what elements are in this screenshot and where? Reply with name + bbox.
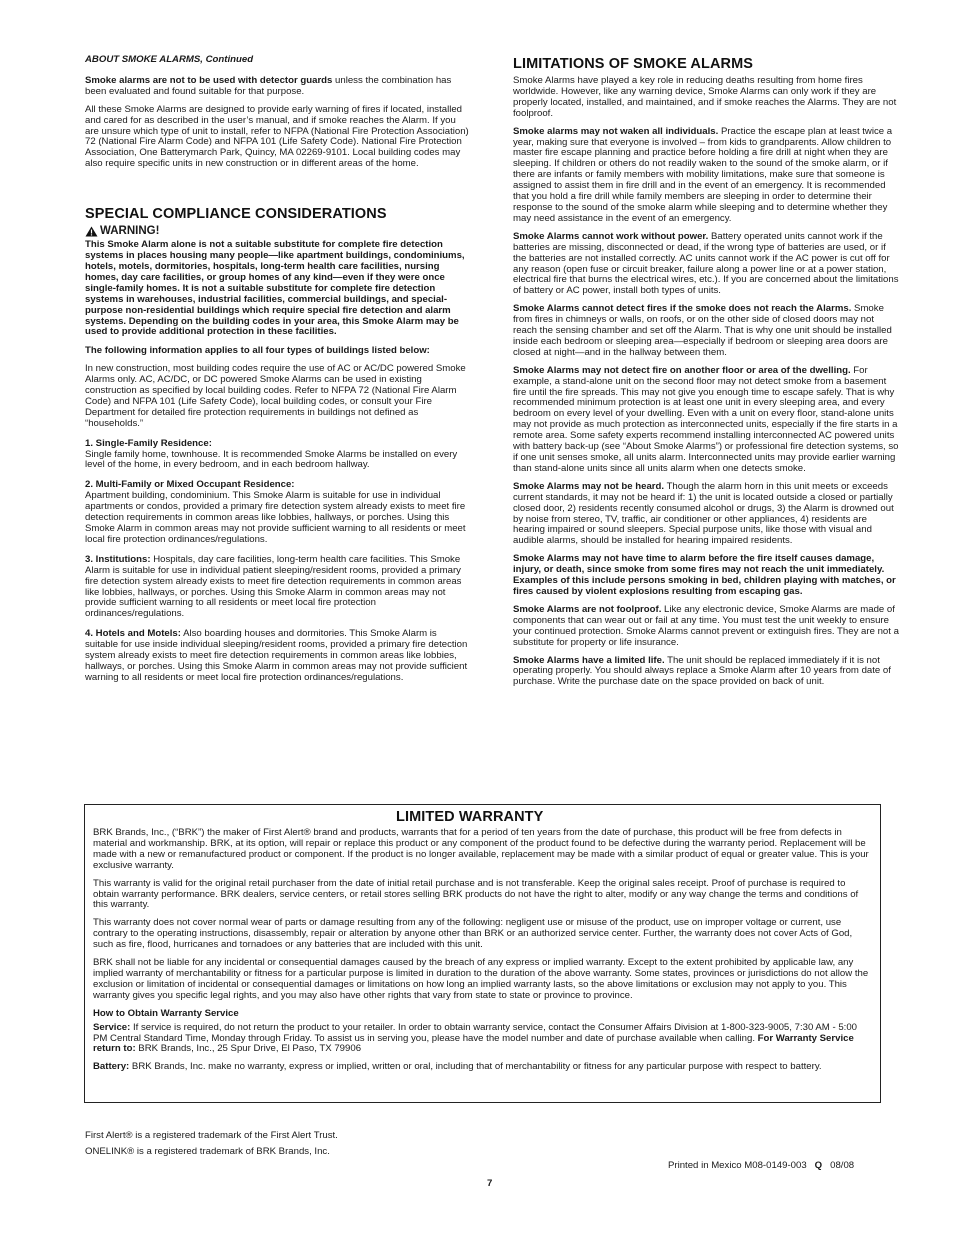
left-column xyxy=(85,55,470,691)
limited-warranty-box xyxy=(84,804,881,1103)
limitation-paragraph xyxy=(513,482,899,547)
warranty-paragraph: This warranty is valid for the original retail purchaser from the date of initial retail purchase and is not transferable. Keep the original sales receipt. Proof of purchase is required to obtain warranty performance. BRK dealers, service centers, or retail stores selling BRK products do not have the right to alter, modify or any way change the terms and conditions of this warranty. xyxy=(93,877,859,911)
warranty-paragraph: BRK shall not be liable for any incidental or consequential damages caused by the breach of any express or implied warranty. Except to the extent prohibited by applicable law, any implied warranty of merchantability or fitness for a particular purpose is limited in duration to the duration of the above warranty. Some states, provinces or jurisdictions do not allow the exclusion or limitation of incidental or consequential damages or limitations on how long an implied warranty lasts, so the above limitations or exclusion may not apply to you. This warranty gives you specific legal rights, and you may also have other rights that vary from state to state or province to province. xyxy=(93,957,869,1001)
limitations-heading: LIMITATIONS OF SMOKE ALARMS xyxy=(513,56,754,72)
warranty-paragraph: BRK Brands, Inc., (“BRK”) the maker of First Alert® brand and products, warrants that for a period of ten years from the date of purchase, this product will be free from defects in material and workmanship. BRK, at its option, will repair or replace this product or any component of the product found to be defective during the warranty period. Replacement will be made with a new or remanufactured product or component. If the product is no longer available, replacement may be made with a similar product of equal or greater value. This is your exclusive warranty. xyxy=(93,827,869,871)
limitations-list xyxy=(513,127,899,689)
warranty-service-heading: How to Obtain Warranty Service xyxy=(93,1007,239,1019)
print-info: Printed in Mexico M08-0149-003 Q 08/08 xyxy=(668,1160,855,1171)
limitation-paragraph xyxy=(513,656,899,689)
following-info: The following information applies to all four types of buildings listed below: xyxy=(85,345,430,357)
limitation-text: The unit should be replaced immediately if it is not operating properly. You should always replace a Smoke Alarm after 10 years from date of purchase. Write the purchase date on the space provided on back of unit. xyxy=(513,654,891,688)
limitation-text: For example, a stand-alone unit on the second floor may not detect smoke from a basement fire until the fire spreads. This may not give you enough time to escape safely. That is why recommended minimum protection is at least one unit in every sleeping area, and every bedroom on every level of your dwelling. Even with a unit on every floor, stand-alone units may not provide as much protection as interconnected units, especially if the fire starts in a remote area. Some safety experts recommend installing interconnected AC powered units with battery back-up (see “About Smoke Alarms”) or professional fire detection systems, so if one unit senses smoke, all units alarm. Interconnected units may provide earlier warning than stand-alone units since all units alarm when one detects smoke. xyxy=(513,364,899,474)
limitation-title: Smoke Alarms are not foolproof. xyxy=(513,603,662,615)
limitation-title: Smoke Alarms may not be heard. xyxy=(513,480,665,492)
limitation-title: Smoke Alarms may not have time to alarm before the fire itself causes damage, injury, or death, since smoke from some fires may not reach the unit immediately. Examples of this include persons smoking in bed, children playing with matches, or fires caused by violent explosions resulting from escaping gas. xyxy=(513,553,896,597)
limitation-text: Battery operated units cannot work if the batteries are missing, disconnected or dead, if the wrong type of batteries are used, or if the batteries are not installed correctly. AC units cannot work if the AC power is cut off for any reason (open fuse or circuit breaker, failure along a power line or at a power station, electrical fire that burns the electrical wires, etc.). If you are concerned about the limitations of battery or AC power, install both types of units. xyxy=(513,230,899,297)
limitation-title: Smoke Alarms cannot detect fires if the smoke does not reach the Alarms. xyxy=(513,303,852,315)
early-warning-paragraph: All these Smoke Alarms are designed to provide early warning of fires if located, installed and cared for as described in the user’s manual, and if smoke reaches the Alarm. If you are unsure which type of unit to install, refer to NFPA (National Fire Protection Association) 72 (National Fire Alarm Code) and NFPA 101 (Life Safety Code). National Fire Protection Association, One Batterymarch Park, Quincy, MA 02269-9101. Local building codes may also require specific units in new construction or in different areas of the home. xyxy=(85,103,469,170)
warranty-heading: LIMITED WARRANTY xyxy=(396,809,544,825)
limitation-paragraph xyxy=(513,554,899,598)
continued-heading: ABOUT SMOKE ALARMS, Continued xyxy=(85,54,254,65)
limitation-text: Like any electronic device, Smoke Alarms are made of components that can wear out or fail at any time. You must test the unit weekly to ensure your continued protection. Smoke Alarms cannot prevent or extinguish fires. They are not a substitute for property or life insurance. xyxy=(513,603,899,648)
limitation-text: Practice the escape plan at least twice a year, making sure that everyone is involved – from kids to grandparents. Allow children to master fire escape planning and practice before holding a fire drill at night when they are sleeping. If children or others do not readily waken to the sound of the smoke alarm, or if there are infants or family members with mobility limitations, make sure that someone is assigned to assist them in fire drill and in the event of an emergency. It is recommended that you hold a fire drill while family members are sleeping in order to determine their response to the sound of the smoke alarm while sleeping and to determine whether they may need assistance in the event of an emergency. xyxy=(513,125,893,224)
warning-label: WARNING! xyxy=(85,226,470,237)
limitation-title: Smoke Alarms may not detect fire on another floor or area of the dwelling. xyxy=(513,364,851,376)
detector-guards-paragraph: Smoke alarms are not to be used with detector guards unless the combination has been evaluated and found suitable for that purpose. xyxy=(85,74,452,97)
limitation-paragraph xyxy=(513,605,899,649)
building-type-hotels: 4. Hotels and Motels: Also boarding houses and dormitories. This Smoke Alarm is suitable for use inside individual sleeping/resident rooms, provided a primary fire detection system already exists to meet fire detection requirements in common areas like lobbies, hallways, or porches. Using this Smoke Alarm in common areas may not provide sufficient warning to all residents or meet local fire protection ordinances/regulations. xyxy=(85,628,468,683)
building-type-institutions: 3. Institutions: Hospitals, day care facilities, long-term health care facilities. This Smoke Alarm is suitable for use in individual patient sleeping/resident rooms, provided a primary fire detection system already exists to meet fire detection requirements in common areas like lobbies, hallways, or porches. Using this Smoke Alarm in common areas may not provide sufficient warning to all residents or meet local fire protection ordinances/regulations. xyxy=(85,553,462,620)
building-type-single-family: 1. Single-Family Residence: Single family home, townhouse. It is recommended Smoke Alarms be installed on every level of the home, in every bedroom, and in each bedroom hallway. xyxy=(85,437,458,471)
warranty-service-paragraph: Service: If service is required, do not return the product to your retailer. In order to obtain warranty service, contact the Consumer Affairs Division at 1-800-323-9005, 7:30 AM - 5:00 PM Central Standard Time, Monday through Friday. To assist us in serving you, please have the model number and date of purchase available when calling. For Warranty Service return to: BRK Brands, Inc., 25 Spur Drive, El Paso, TX 79906 xyxy=(93,1021,857,1055)
right-column xyxy=(513,56,899,695)
warranty-battery-paragraph: Battery: BRK Brands, Inc. make no warranty, express or implied, written or oral, including that of merchantability or fitness for any particular purpose with respect to battery. xyxy=(93,1061,822,1073)
limitations-intro: Smoke Alarms have played a key role in reducing deaths resulting from home fires worldwide. However, like any warning device, Smoke Alarms can only work if they are properly located, installed, and maintained, and if smoke reaches the Alarms. They are not foolproof. xyxy=(513,75,897,119)
trademark-first-alert: First Alert® is a registered trademark of the First Alert Trust. xyxy=(85,1130,338,1141)
limitation-paragraph xyxy=(513,127,899,225)
trademark-onelink: ONELINK® is a registered trademark of BRK Brands, Inc. xyxy=(85,1146,330,1157)
limitation-paragraph xyxy=(513,366,899,475)
limitation-title: Smoke Alarms have a limited life. xyxy=(513,654,665,666)
limitation-text: Though the alarm horn in this unit meets or exceeds current standards, it may not be heard if: 1) the unit is located outside a closed or partially closed door, 2) residents recently consumed alcohol or drugs, 3) the Alarm is drowned out by noise from stereo, TV, traffic, air conditioner or other appliances, 4) residents are hearing impaired or sound sleepers. Special purpose units, like those with visual and audible alarms, should be installed for hearing impaired residents. xyxy=(513,480,894,547)
warning-triangle-icon xyxy=(85,226,98,237)
limitation-title: Smoke alarms may not waken all individuals. xyxy=(513,125,719,137)
trademark-notes xyxy=(85,1130,338,1162)
special-compliance-heading: SPECIAL COMPLIANCE CONSIDERATIONS xyxy=(85,206,387,223)
limitation-paragraph xyxy=(513,304,899,359)
warning-text: This Smoke Alarm alone is not a suitable substitute for complete fire detection systems in places housing many people—like apartment buildings, condominiums, hotels, motels, dormitories, hospitals, long-term health care facilities, nursing homes, day care facilities, or group homes of any kind—even if they were once single-family homes. It is not a suitable substitute for complete fire detection systems in warehouses, industrial facilities, commercial buildings, and special-purpose non-residential buildings which require special fire detection and alarm systems. Depending on the building codes in your area, this Smoke Alarm may be used to provide additional protection in these facilities. xyxy=(85,239,465,338)
page-number: 7 xyxy=(487,1178,493,1189)
limitation-paragraph xyxy=(513,232,899,297)
new-construction-paragraph: In new construction, most building codes require the use of AC or AC/DC powered Smoke Alarms only. AC, AC/DC, or DC powered Smoke Alarms can be used in existing construction as specified by local building codes. Refer to NFPA 72 (National Fire Alarm Code) and NFPA 101 (Life Safety Code), local building codes, or consult your Fire Department for detailed fire protection requirements in buildings not defined as “households.” xyxy=(85,363,466,429)
limitation-text: Smoke from fires in chimneys or walls, on roofs, or on the other side of closed doors may not reach the sensing chamber and set off the Alarm. That is why one unit should be installed inside each bedroom or sleeping area—especially if bedroom or sleeping area doors are closed at night—and in the hallway between them. xyxy=(513,303,892,358)
warranty-paragraph: This warranty does not cover normal wear of parts or damage resulting from any of the following: negligent use or misuse of the product, use on improper voltage or current, use contrary to the operating instructions, disassembly, repair or alteration by anyone other than BRK or an authorized service center. Further, the warranty does not cover Acts of God, such as fire, flood, hurricanes and tornadoes or any batteries that are included with this unit. xyxy=(93,917,853,951)
building-type-multi-family: 2. Multi-Family or Mixed Occupant Residence: Apartment building, condominium. This Smoke Alarm is suitable for use in individual apartments or condos, provided a primary fire detection system already exists to meet fire detection requirements in common areas like lobbies, hallways, or porches. Using this Smoke Alarm in common areas may not provide sufficient warning to all residents or meet local fire protection ordinances/regulations. xyxy=(85,479,466,545)
limitation-title: Smoke Alarms cannot work without power. xyxy=(513,230,709,242)
